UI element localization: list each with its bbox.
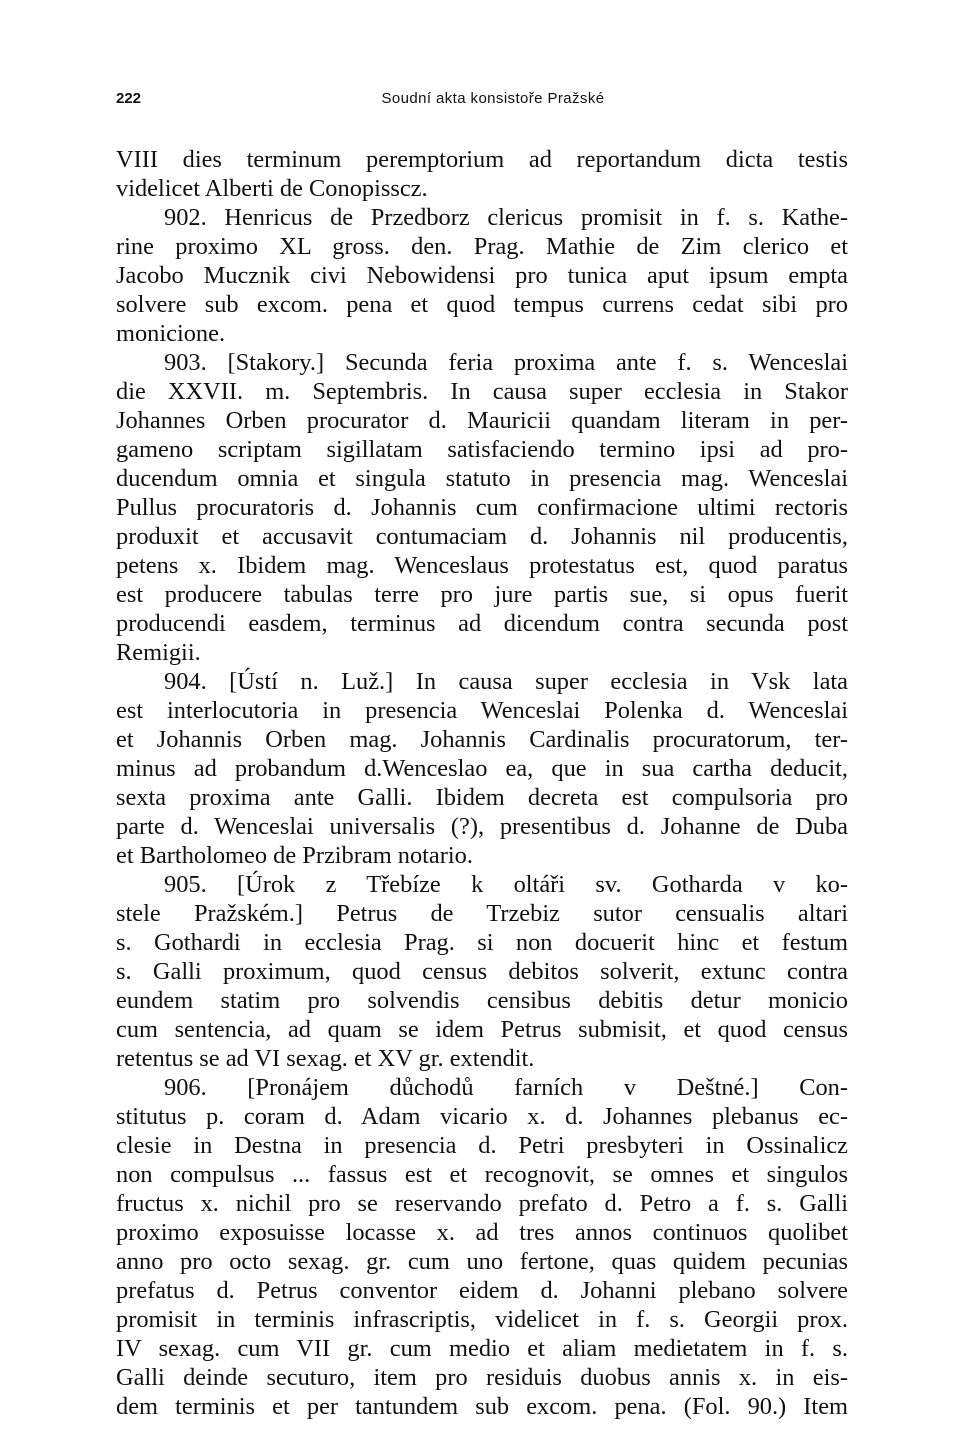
text-line: et Johannis Orben mag. Johannis Cardinalis procuratorum, ter- bbox=[116, 726, 848, 753]
text-line: produxit et accusavit contumaciam d. Johannis nil producentis, bbox=[116, 523, 848, 550]
body-text bbox=[116, 145, 848, 1421]
text-line: petens x. Ibidem mag. Wenceslaus protestatus est, quod paratus bbox=[116, 552, 848, 579]
text-line: gameno scriptam sigillatam satisfaciendo termino ipsi ad pro- bbox=[116, 436, 848, 463]
text-line: promisit in terminis infrascriptis, videlicet in f. s. Georgii prox. bbox=[116, 1306, 848, 1333]
text-line: monicione. bbox=[116, 320, 226, 347]
text-line: eundem statim pro solvendis censibus debitis detur monicio bbox=[116, 987, 848, 1014]
text-line: stele Pražském.] Petrus de Trzebiz sutor censualis altari bbox=[116, 900, 848, 927]
text-line: anno pro octo sexag. gr. cum uno fertone, quas quidem pecunias bbox=[116, 1248, 848, 1275]
text-line: 902. Henricus de Przedborz clericus promisit in f. s. Kathe- bbox=[164, 204, 848, 231]
text-line: IV sexag. cum VII gr. cum medio et aliam medietatem in f. s. bbox=[116, 1335, 848, 1362]
page-number: 222 bbox=[116, 90, 142, 107]
text-line: stitutus p. coram d. Adam vicario x. d. Johannes plebanus ec- bbox=[116, 1103, 848, 1130]
text-line: Johannes Orben procurator d. Mauricii quandam literam in per- bbox=[116, 407, 848, 434]
text-line: 906. [Pronájem důchodů farních v Deštné.] Con- bbox=[164, 1074, 848, 1101]
text-line: retentus se ad VI sexag. et XV gr. extendit. bbox=[116, 1045, 535, 1072]
page-header bbox=[116, 90, 848, 114]
text-line: et Bartholomeo de Przibram notario. bbox=[116, 842, 473, 869]
text-line: 903. [Stakory.] Secunda feria proxima ante f. s. Wenceslai bbox=[164, 349, 848, 376]
text-line: s. Galli proximum, quod census debitos solverit, extunc contra bbox=[116, 958, 848, 985]
text-line: Jacobo Mucznik civi Nebowidensi pro tunica aput ipsum empta bbox=[116, 262, 848, 289]
text-line: Galli deinde secuturo, item pro residuis duobus annis x. in eis- bbox=[116, 1364, 848, 1391]
text-line: rine proximo XL gross. den. Prag. Mathie de Zim clerico et bbox=[116, 233, 848, 260]
text-line: Pullus procuratoris d. Johannis cum confirmacione ultimi rectoris bbox=[116, 494, 848, 521]
text-line: minus ad probandum d.Wenceslao ea, que in sua cartha deducit, bbox=[116, 755, 848, 782]
text-line: est producere tabulas terre pro jure partis sue, si opus fuerit bbox=[116, 581, 848, 608]
running-title: Soudní akta konsistoře Pražské bbox=[381, 90, 605, 107]
text-line: sexta proxima ante Galli. Ibidem decreta est compulsoria pro bbox=[116, 784, 848, 811]
text-line: dem terminis et per tantundem sub excom. pena. (Fol. 90.) Item bbox=[116, 1393, 848, 1420]
text-line: ducendum omnia et singula statuto in presencia mag. Wenceslai bbox=[116, 465, 848, 492]
text-line: 904. [Ústí n. Luž.] In causa super ecclesia in Vsk lata bbox=[164, 668, 848, 695]
text-line: fructus x. nichil pro se reservando prefato d. Petro a f. s. Galli bbox=[116, 1190, 848, 1217]
text-line: solvere sub excom. pena et quod tempus currens cedat sibi pro bbox=[116, 291, 848, 318]
text-line: proximo exposuisse locasse x. ad tres annos continuos quolibet bbox=[116, 1219, 848, 1246]
text-line: VIII dies terminum peremptorium ad reportandum dicta testis bbox=[116, 146, 848, 173]
text-line: Remigii. bbox=[116, 639, 201, 666]
text-line: s. Gothardi in ecclesia Prag. si non docuerit hinc et festum bbox=[116, 929, 848, 956]
text-line: clesie in Destna in presencia d. Petri presbyteri in Ossinalicz bbox=[116, 1132, 848, 1159]
text-line: non compulsus ... fassus est et recognovit, se omnes et singulos bbox=[116, 1161, 848, 1188]
text-line: producendi easdem, terminus ad dicendum contra secunda post bbox=[116, 610, 848, 637]
text-line: 905. [Úrok z Třebíze k oltáři sv. Gotharda v ko- bbox=[164, 871, 848, 898]
text-line: est interlocutoria in presencia Wenceslai Polenka d. Wenceslai bbox=[116, 697, 848, 724]
text-line: cum sentencia, ad quam se idem Petrus submisit, et quod census bbox=[116, 1016, 848, 1043]
text-line: parte d. Wenceslai universalis (?), presentibus d. Johanne de Duba bbox=[116, 813, 848, 840]
text-line: die XXVII. m. Septembris. In causa super ecclesia in Stakor bbox=[116, 378, 848, 405]
text-line: videlicet Alberti de Conopisscz. bbox=[116, 175, 428, 202]
text-line: prefatus d. Petrus conventor eidem d. Johanni plebano solvere bbox=[116, 1277, 848, 1304]
